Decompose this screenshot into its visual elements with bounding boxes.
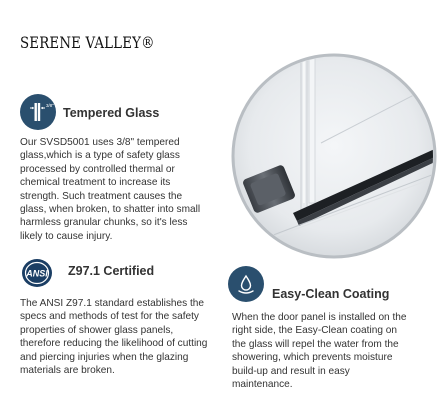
easy-clean-text: When the door panel is installed on the right side, the Easy-Clean coating on the glass will repel the water from the showering, which prevents moisture build-up and result in easy maintenance. (232, 312, 407, 391)
easy-clean-badge (228, 266, 264, 302)
easy-clean-title: Easy-Clean Coating (272, 287, 390, 301)
water-drop-icon (233, 271, 259, 297)
ansi-logo-icon (20, 256, 58, 290)
glass-thickness-icon (25, 99, 54, 125)
ansi-logo-label: ANSI (26, 268, 48, 279)
tempered-glass-text: Our SVSD5001 uses 3/8" tempered glass,which is a type of safety glass processed by controlled thermal or chemical treatment to increase its strength. Such treatment causes the glass, when broken, to shatter into small harmless granular chunks, so it's less likely to cause injury. (20, 137, 201, 242)
ansi-title: Z97.1 Certified (68, 264, 155, 278)
tempered-glass-title: Tempered Glass (63, 106, 160, 120)
brand-logo: SERENE VALLEY® (20, 34, 155, 52)
glass-thickness-label: 3/8" (46, 103, 54, 108)
ansi-text: The ANSI Z97.1 standard establishes the specs and methods of test for the safety properties of shower glass panels, therefore reducing the likelihood of cutting and piercing injuries when the glazing materials are broken. (20, 298, 208, 377)
tempered-glass-badge (20, 94, 56, 130)
shower-door-photo (231, 53, 437, 259)
